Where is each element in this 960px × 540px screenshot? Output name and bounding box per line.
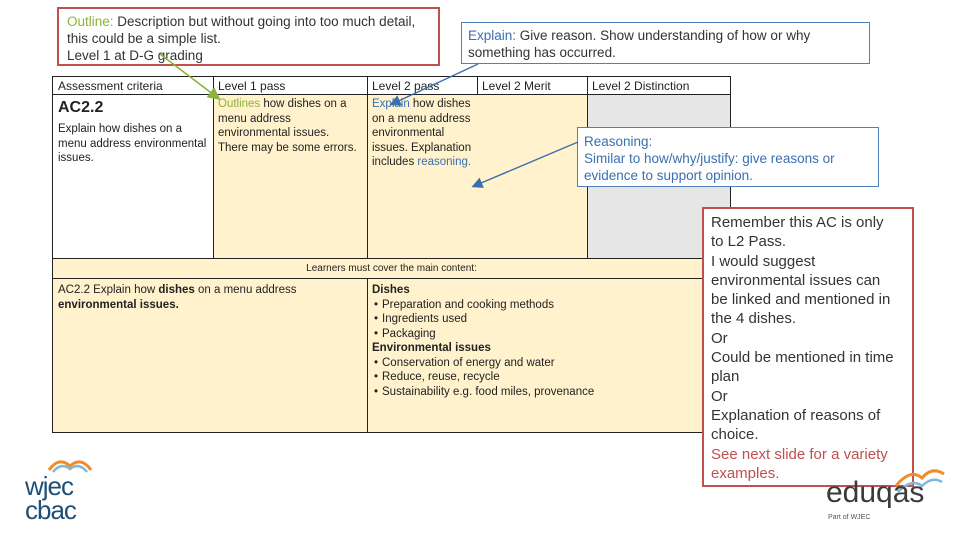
remember-line: environmental issues can bbox=[711, 271, 881, 289]
reasoning-line1: Reasoning: bbox=[584, 134, 653, 149]
cbac-text: cbac bbox=[25, 495, 76, 525]
ac-description: Explain how dishes on a menu address environmental issues. bbox=[58, 123, 207, 164]
explain-keyword: Explain: bbox=[468, 28, 517, 43]
remember-line: Remember this AC is only bbox=[711, 214, 884, 231]
ac-block-middle: on a menu address bbox=[194, 284, 297, 296]
remember-red-line: examples. bbox=[711, 464, 780, 482]
outline-keyword: Outline: bbox=[67, 14, 114, 29]
ac-code: AC2.2 bbox=[58, 99, 104, 116]
header-assessment-criteria: Assessment criteria bbox=[53, 77, 213, 95]
remember-line: I would suggest bbox=[711, 252, 816, 270]
list-item: • Reduce, reuse, recycle bbox=[372, 370, 725, 385]
wjec-text: wjec bbox=[25, 471, 74, 501]
level2-text: how dishes on a menu address environmental issues. Explanation includes bbox=[372, 98, 472, 168]
remember-line: Or bbox=[711, 387, 728, 405]
list-item: • Conservation of energy and water bbox=[372, 356, 725, 371]
outline-line3: Level 1 at D-G grading bbox=[67, 48, 203, 63]
header-level2-distinction: Level 2 Distinction bbox=[587, 77, 730, 95]
reasoning-arrow bbox=[474, 142, 578, 186]
remember-line: Explanation of reasons of bbox=[711, 406, 881, 424]
remember-line: plan bbox=[711, 368, 740, 386]
eduqas-subtitle: Part of WJEC bbox=[828, 514, 871, 521]
outline-line2: this could be a simple list. bbox=[67, 31, 221, 46]
header-level1-pass: Level 1 pass bbox=[213, 77, 367, 95]
remember-line: the 4 dishes. bbox=[711, 310, 797, 328]
list-item: • Sustainability e.g. food miles, provenance bbox=[372, 385, 725, 400]
reasoning-line3: evidence to support opinion. bbox=[584, 168, 753, 183]
list-item: • Packaging bbox=[372, 327, 725, 342]
ac-block-prefix: AC2.2 Explain how bbox=[58, 284, 159, 296]
list-item: • Ingredients used bbox=[372, 312, 725, 327]
header-level2-pass: Level 2 pass bbox=[367, 77, 477, 95]
explain-arrow bbox=[392, 64, 478, 104]
remember-line: Or bbox=[711, 329, 728, 347]
reasoning-line2: Similar to how/why/justify: give reasons or bbox=[584, 151, 835, 166]
remember-line: be linked and mentioned in bbox=[711, 291, 891, 309]
level1-keyword: Outlines bbox=[218, 98, 261, 110]
remember-line: Could be mentioned in time bbox=[711, 349, 894, 367]
level2-highlight: reasoning. bbox=[417, 156, 472, 168]
wjec-logo bbox=[25, 452, 95, 525]
dishes-heading: Dishes bbox=[372, 284, 410, 296]
header-level2-merit: Level 2 Merit bbox=[477, 77, 587, 95]
remember-line: to L2 Pass. bbox=[711, 233, 787, 251]
ac-block-bold-dishes: dishes bbox=[158, 284, 195, 296]
list-item: • Preparation and cooking methods bbox=[372, 298, 725, 313]
env-heading: Environmental issues bbox=[372, 342, 491, 354]
outline-line1: Description but without going into too much detail, bbox=[113, 14, 416, 29]
ac-block-bold-env: environmental issues. bbox=[58, 298, 179, 311]
remember-line: choice. bbox=[711, 426, 759, 444]
level2-keyword: Explain bbox=[372, 98, 410, 110]
eduqas-logo: eduqas bbox=[826, 476, 925, 509]
outline-arrow bbox=[160, 54, 218, 98]
explain-line2: something has occurred. bbox=[468, 45, 616, 60]
content-banner: Learners must cover the main content: bbox=[53, 258, 730, 278]
explain-line1: Give reason. Show understanding of how or why bbox=[516, 28, 811, 43]
level1-text: how dishes on a menu address environmental issues. There may be some errors. bbox=[218, 98, 357, 154]
remember-red-line: See next slide for a variety bbox=[711, 445, 888, 463]
